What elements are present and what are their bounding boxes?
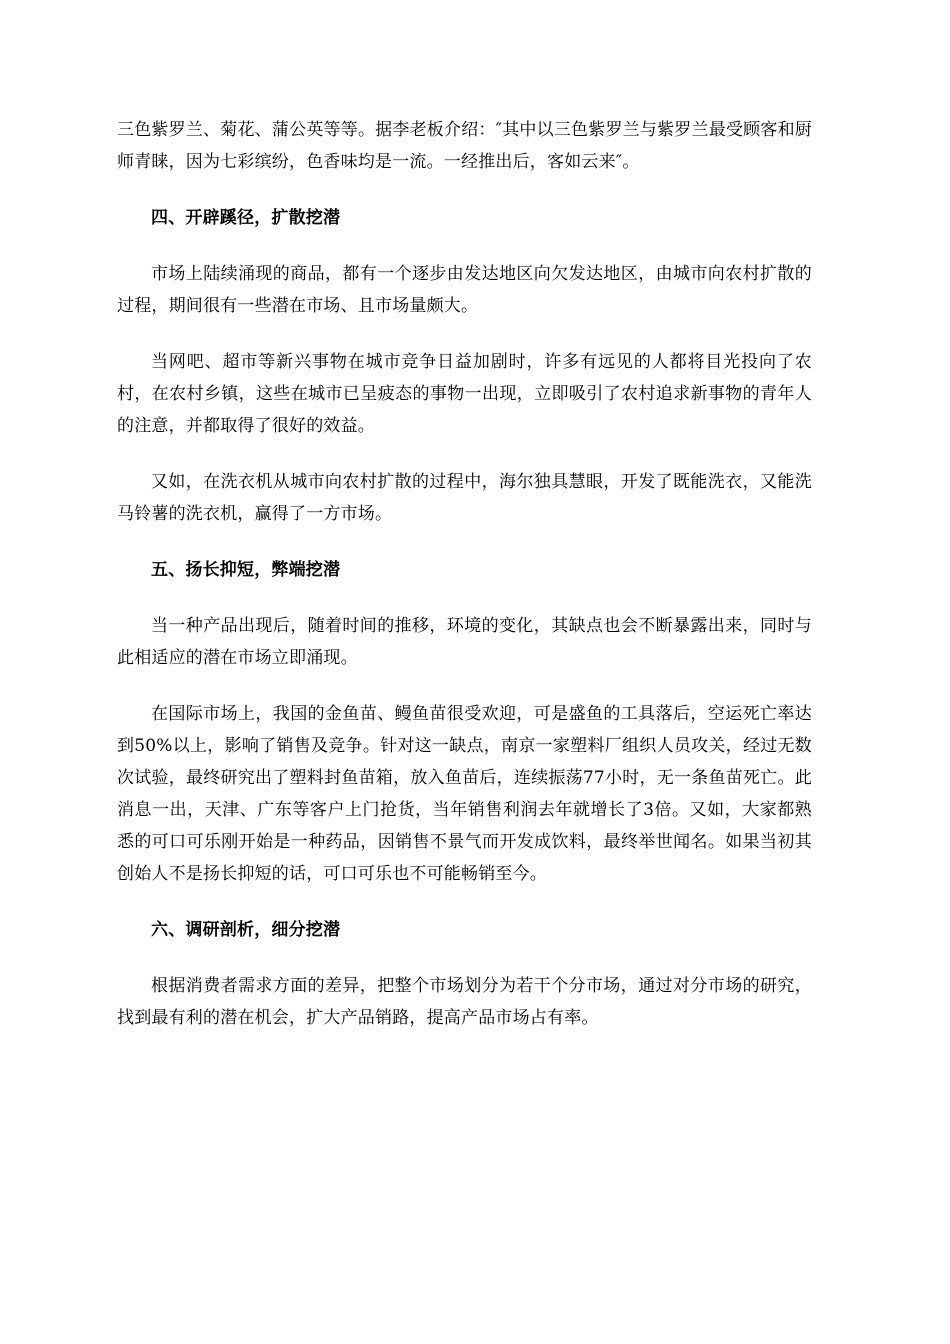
section-heading-4: 四、开辟蹊径，扩散挖潜 [151, 208, 341, 228]
section-heading-5: 五、扬长抑短，弊端挖潜 [151, 560, 341, 580]
section-heading-6: 六、调研剖析，细分挖潜 [151, 920, 341, 940]
document-body [117, 114, 812, 1058]
paragraph: 当一种产品出现后，随着时间的推移，环境的变化，其缺点也会不断暴露出来，同时与此相适应的潜在市场立即涌现。 [117, 616, 812, 668]
paragraph-intro: 三色紫罗兰、菊花、蒲公英等等。据李老板介绍：″其中以三色紫罗兰与紫罗兰最受顾客和厨师青睐，因为七彩缤纷，色香味均是一流。一经推出后，客如云来″。 [117, 120, 812, 172]
paragraph: 当网吧、超市等新兴事物在城市竞争日益加剧时，许多有远见的人都将目光投向了农村，在农村乡镇，这些在城市已呈疲态的事物一出现，立即吸引了农村追求新事物的青年人的注意，并都取得了很好的效益。 [117, 352, 812, 436]
paragraph: 根据消费者需求方面的差异，把整个市场划分为若干个分市场，通过对分市场的研究，找到最有利的潜在机会，扩大产品销路，提高产品市场占有率。 [117, 976, 812, 1028]
paragraph: 又如，在洗衣机从城市向农村扩散的过程中，海尔独具慧眼，开发了既能洗衣，又能洗马铃薯的洗衣机，赢得了一方市场。 [117, 472, 812, 524]
paragraph: 在国际市场上，我国的金鱼苗、鳗鱼苗很受欢迎，可是盛鱼的工具落后，空运死亡率达到50%以上，影响了销售及竞争。针对这一缺点，南京一家塑料厂组织人员攻关，经过无数次试验，最终研究出了塑料封鱼苗箱，放入鱼苗后，连续振荡77小时，无一条鱼苗死亡。此消息一出，天津、广东等客户上门抢货，当年销售利润去年就增长了3倍。又如，大家都熟悉的可口可乐刚开始是一种药品，因销售不景气而开发成饮料，最终举世闻名。如果当初其创始人不是扬长抑短的话，可口可乐也不可能畅销至今。 [117, 704, 812, 884]
paragraph: 市场上陆续涌现的商品，都有一个逐步由发达地区向欠发达地区，由城市向农村扩散的过程，期间很有一些潜在市场、且市场量颇大。 [117, 264, 812, 316]
